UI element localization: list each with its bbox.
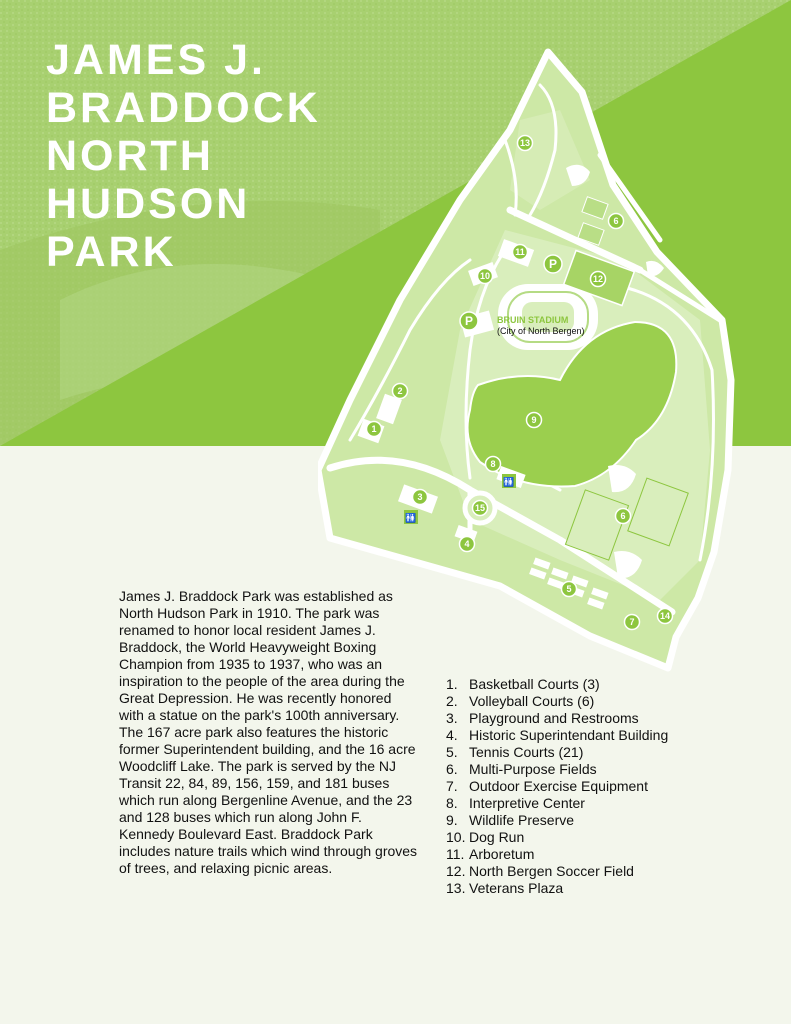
map-marker-8[interactable]: [486, 457, 501, 472]
legend-item: 3. Playground and Restrooms: [446, 710, 639, 726]
svg-text:9: 9: [531, 415, 537, 425]
map-marker-1[interactable]: [367, 422, 382, 437]
map-marker-15[interactable]: [473, 501, 488, 516]
map-marker-6[interactable]: [616, 509, 631, 524]
svg-text:7: 7: [629, 617, 635, 627]
title-line: BRADDOCK: [46, 84, 321, 132]
svg-text:6: 6: [613, 216, 619, 226]
legend-item: 6. Multi-Purpose Fields: [446, 761, 597, 777]
legend-item: 9. Wildlife Preserve: [446, 812, 575, 828]
legend-item: 12. North Bergen Soccer Field: [446, 863, 634, 879]
svg-text:3: 3: [417, 492, 423, 502]
page-title: [46, 36, 321, 276]
svg-text:2: 2: [397, 386, 403, 396]
legend-item: 1. Basketball Courts (3): [446, 676, 600, 692]
svg-text:P: P: [548, 257, 558, 271]
map-marker-7[interactable]: [625, 615, 640, 630]
restroom-icon: 🚻: [405, 513, 417, 523]
title-line: JAMES J.: [46, 36, 266, 84]
svg-text:10: 10: [479, 271, 491, 281]
title-line: HUDSON: [46, 180, 251, 228]
svg-text:P: P: [464, 314, 474, 328]
parking-icon: [460, 312, 478, 330]
legend-item: 4. Historic Superintendant Building: [446, 727, 669, 743]
stadium-note: (City of North Bergen): [497, 326, 585, 336]
svg-text:11: 11: [515, 247, 525, 257]
map-legend: [446, 676, 668, 897]
legend-item: 10. Dog Run: [446, 829, 525, 845]
map-marker-5[interactable]: [562, 582, 577, 597]
svg-text:15: 15: [474, 503, 486, 513]
svg-text:1: 1: [371, 424, 377, 434]
map-marker-6[interactable]: [609, 214, 624, 229]
legend-item: 7. Outdoor Exercise Equipment: [446, 778, 648, 794]
map-marker-2[interactable]: [393, 384, 408, 399]
legend-item: 5. Tennis Courts (21): [446, 744, 584, 760]
map-marker-13[interactable]: [518, 136, 533, 151]
restroom-icon: 🚻: [503, 477, 515, 487]
svg-text:8: 8: [490, 459, 496, 469]
stadium-name: BRUIN STADIUM: [497, 315, 569, 325]
legend-item: 13. Veterans Plaza: [446, 880, 564, 896]
legend-item: 2. Volleyball Courts (6): [446, 693, 595, 709]
map-marker-12[interactable]: [591, 272, 606, 287]
map-marker-3[interactable]: [413, 490, 428, 505]
svg-text:4: 4: [464, 539, 470, 549]
title-line: PARK: [46, 228, 177, 276]
park-map: [318, 44, 738, 674]
legend-item: 11. Arboretum: [446, 846, 535, 862]
svg-text:6: 6: [620, 511, 626, 521]
map-marker-11[interactable]: [513, 245, 528, 260]
legend-item: 8. Interpretive Center: [446, 795, 585, 811]
map-marker-14[interactable]: [658, 609, 673, 624]
title-line: NORTH: [46, 132, 214, 180]
svg-text:5: 5: [566, 584, 572, 594]
map-marker-9[interactable]: [527, 413, 542, 428]
map-marker-10[interactable]: [478, 269, 493, 284]
park-description: James J. Braddock Park was established as North Hudson Park in 1910. The park was renamed to honor local resident James J. Braddock, the World Heavyweight Boxing Champion from 1935 to 1937, who was an inspiration to the people of the area during the Great Depression. He was recently honored with a statue on the park's 100th anniversary. The 167 acre park also features the historic former Superintendent building, and the 16 acre Woodcliff Lake. The park is served by the NJ Transit 22, 84, 89, 156, 159, and 181 buses which run along Bergenline Avenue, and the 23 and 128 buses which run along John F. Kennedy Boulevard East. Braddock Park includes nature trails which wind through groves of trees, and relaxing picnic areas.: [119, 588, 418, 876]
svg-text:13: 13: [519, 138, 531, 148]
svg-text:14: 14: [659, 611, 671, 621]
parking-icon: [544, 255, 562, 273]
svg-text:12: 12: [592, 274, 604, 284]
map-marker-4[interactable]: [460, 537, 475, 552]
